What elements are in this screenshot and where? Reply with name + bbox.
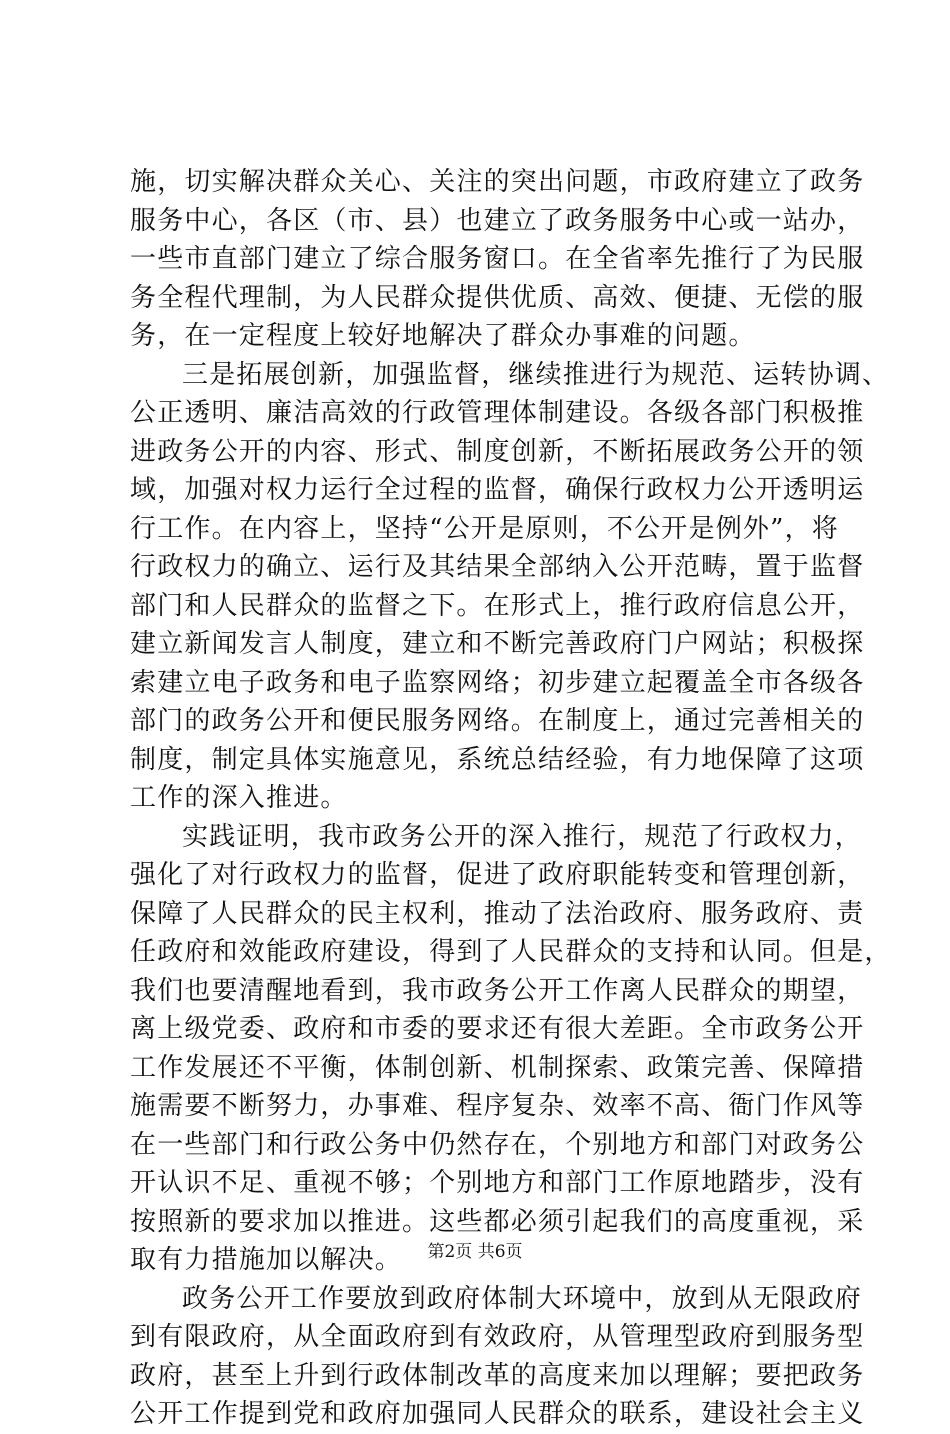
text-line: 保障了人民群众的民主权利，推动了法治政府、服务政府、责 bbox=[130, 898, 865, 929]
text-line: 服务中心，各区（市、县）也建立了政务服务中心或一站办， bbox=[130, 205, 865, 236]
text-line: 公正透明、廉洁高效的行政管理体制建设。各级各部门积极推 bbox=[130, 398, 865, 428]
text-line: 制度，制定具体实施意见，系统总结经验，有力地保障了这项 bbox=[130, 744, 865, 775]
text-line: 实践证明，我市政务公开的深入推行，规范了行政权力， bbox=[182, 821, 863, 852]
text-line: 政府，甚至上升到行政体制改革的高度来加以理解；要把政务 bbox=[130, 1360, 865, 1391]
text-line: 务全程代理制，为人民群众提供优质、高效、便捷、无偿的服 bbox=[130, 282, 865, 313]
text-line: 施需要不断努力，办事难、程序复杂、效率不高、衙门作风等 bbox=[130, 1091, 865, 1121]
text-line: 务，在一定程度上较好地解决了群众办事难的问题。 bbox=[130, 321, 756, 351]
text-line: 按照新的要求加以推进。这些都必须引起我们的高度重视，采 bbox=[130, 1206, 865, 1237]
text-line: 部门的政务公开和便民服务网络。在制度上，通过完善相关的 bbox=[130, 706, 865, 736]
text-line: 三是拓展创新，加强监督，继续推进行为规范、运转协调、 bbox=[182, 359, 890, 390]
text-line: 域，加强对权力运行全过程的监督，确保行政权力公开透明运 bbox=[130, 475, 865, 505]
text-line: 进政务公开的内容、形式、制度创新，不断拓展政务公开的领 bbox=[130, 436, 865, 467]
text-line: 公开工作提到党和政府加强同人民群众的联系，建设社会主义 bbox=[130, 1399, 865, 1429]
text-line: 建立新闻发言人制度，建立和不断完善政府门户网站；积极探 bbox=[130, 629, 865, 659]
text-line: 任政府和效能政府建设，得到了人民群众的支持和认同。但是， bbox=[130, 937, 892, 967]
text-line: 行工作。在内容上，坚持“公开是原则，不公开是例外”，将 bbox=[130, 513, 839, 544]
page-number: 第2页 共6页 bbox=[427, 1242, 523, 1262]
text-line: 部门和人民群众的监督之下。在形式上，推行政府信息公开， bbox=[130, 590, 865, 621]
text-line: 在一些部门和行政公务中仍然存在，个别地方和部门对政务公 bbox=[130, 1129, 865, 1160]
text-line: 取有力措施加以解决。 bbox=[130, 1245, 403, 1275]
text-line: 行政权力的确立、运行及其结果全部纳入公开范畴，置于监督 bbox=[130, 552, 865, 582]
text-line: 离上级党委、政府和市委的要求还有很大差距。全市政务公开 bbox=[130, 1014, 865, 1044]
text-line: 施，切实解决群众关心、关注的突出问题，市政府建立了政务 bbox=[130, 167, 865, 197]
text-line: 到有限政府，从全面政府到有效政府，从管理型政府到服务型 bbox=[130, 1322, 865, 1352]
text-line: 工作发展还不平衡，体制创新、机制探索、政策完善、保障措 bbox=[130, 1052, 865, 1083]
text-line: 强化了对行政权力的监督，促进了政府职能转变和管理创新， bbox=[130, 860, 865, 890]
text-line: 索建立电子政务和电子监察网络；初步建立起覆盖全市各级各 bbox=[130, 667, 865, 698]
text-line: 我们也要清醒地看到，我市政务公开工作离人民群众的期望， bbox=[130, 975, 865, 1006]
text-line: 开认识不足、重视不够；个别地方和部门工作原地踏步，没有 bbox=[130, 1168, 865, 1198]
text-line: 工作的深入推进。 bbox=[130, 783, 348, 813]
text-line: 政务公开工作要放到政府体制大环境中，放到从无限政府 bbox=[182, 1283, 863, 1314]
text-line: 一些市直部门建立了综合服务窗口。在全省率先推行了为民服 bbox=[130, 244, 865, 274]
